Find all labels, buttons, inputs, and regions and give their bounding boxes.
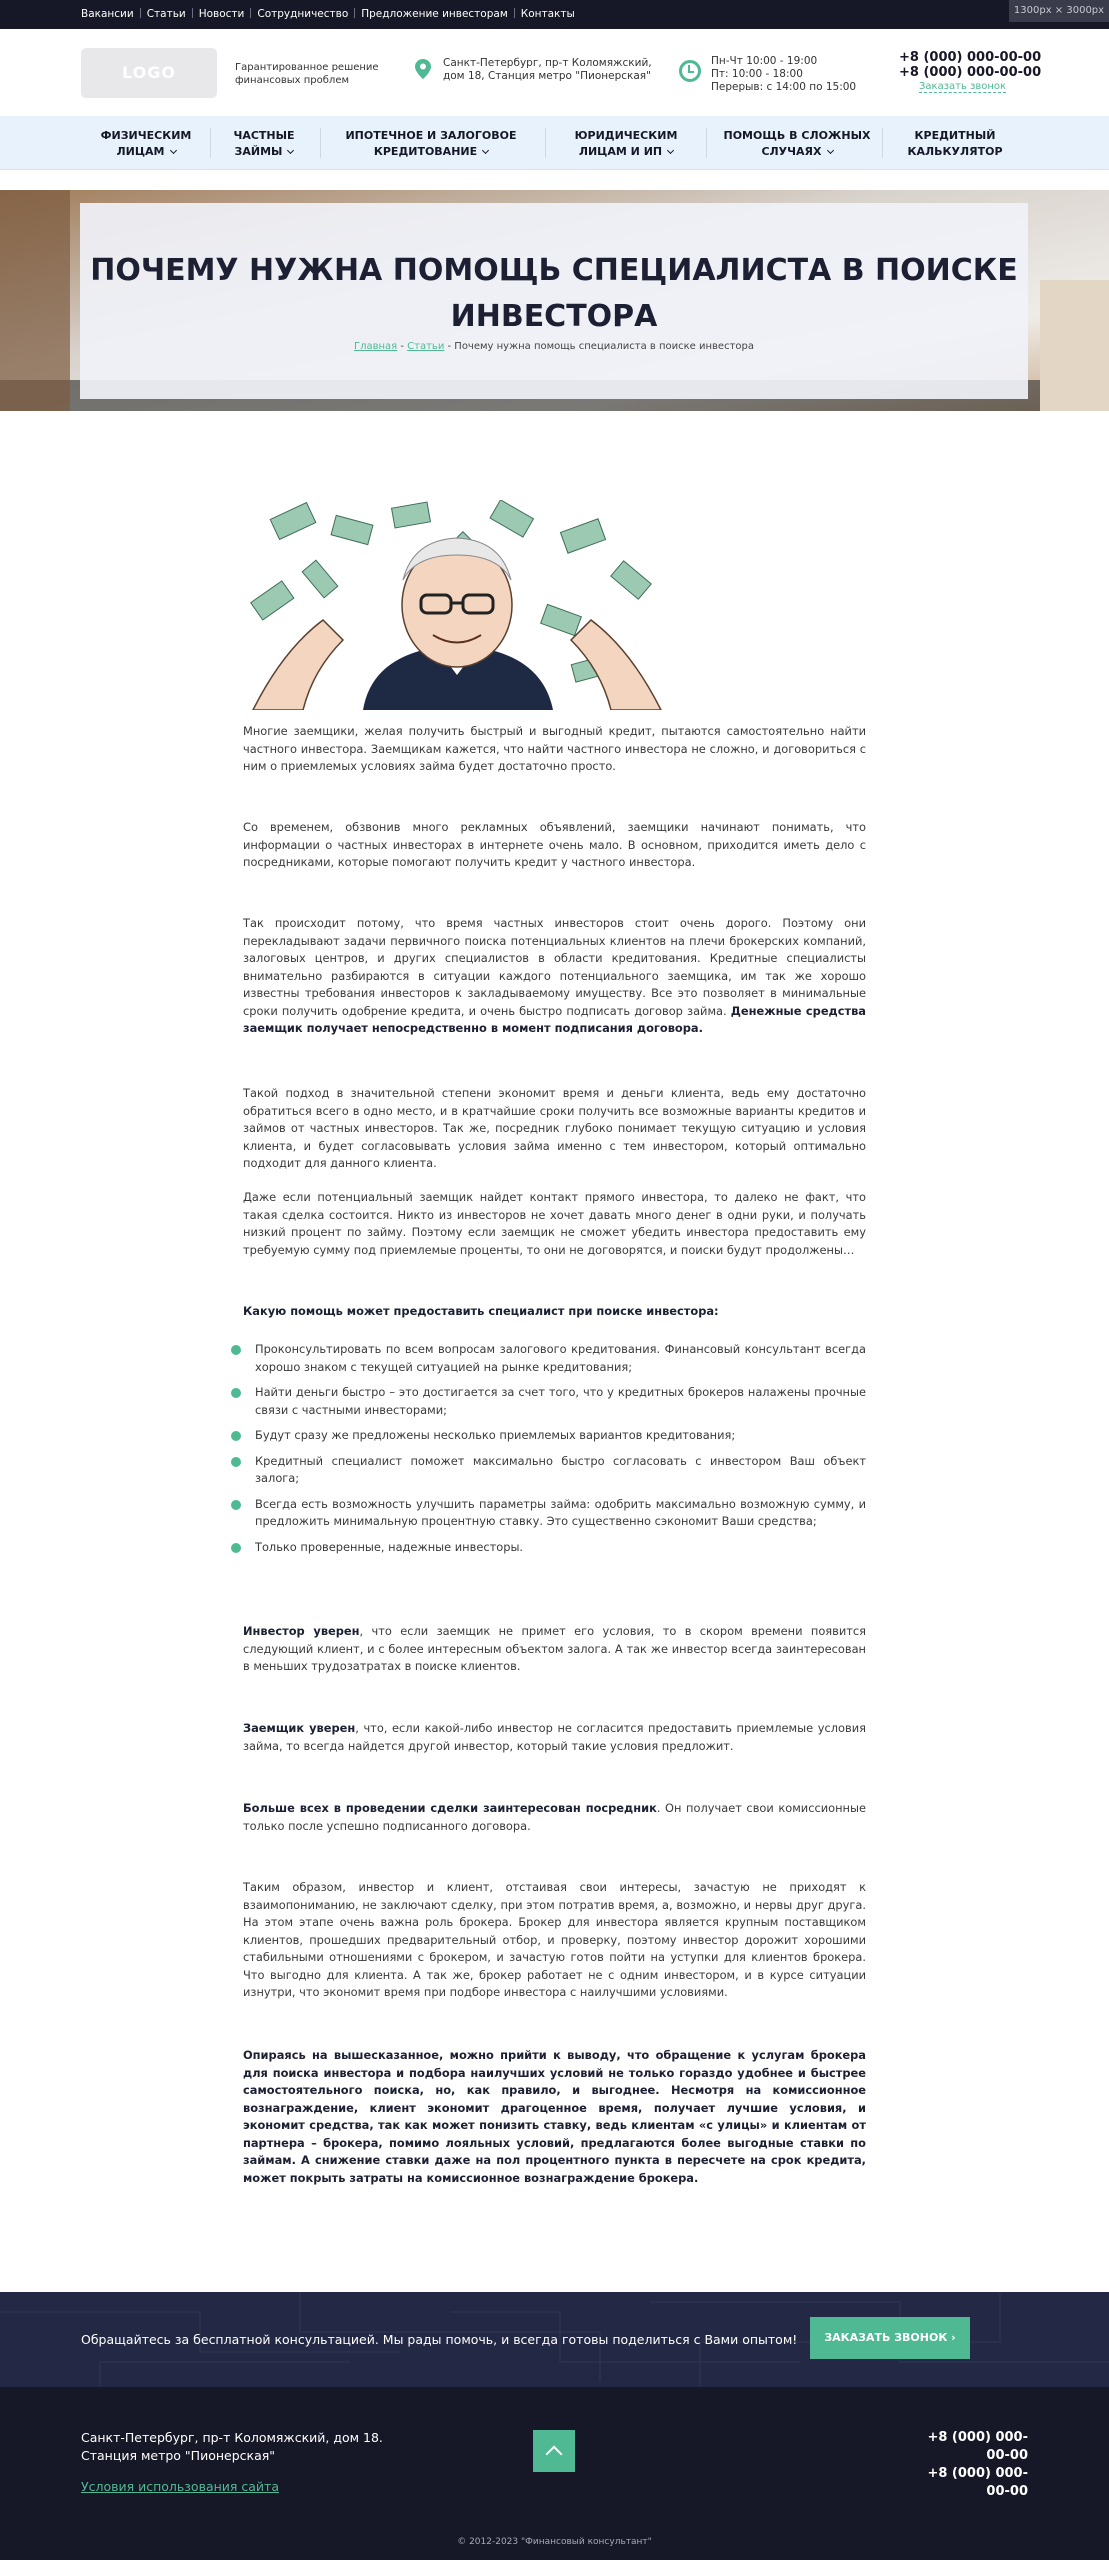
header-phones	[899, 50, 1041, 80]
chevron-down-icon	[287, 147, 294, 154]
page-title-line: ПОЧЕМУ НУЖНА ПОМОЩЬ СПЕЦИАЛИСТА В ПОИСКЕ	[90, 253, 1018, 288]
top-link-articles[interactable]: Статьи	[146, 8, 186, 20]
list-item: Проконсультировать по всем вопросам залогового кредитования. Финансовый консультант всегда хорошо знаком с текущей ситуацией на рынке кредитования;	[231, 1341, 866, 1376]
article-paragraph	[243, 1720, 866, 1755]
list-item: Будут сразу же предложены несколько приемлемых вариантов кредитования;	[231, 1427, 866, 1445]
footer-address	[81, 2429, 383, 2465]
list-item: Кредитный специалист поможет максимально быстро согласовать с инвестором Ваш объект залога;	[231, 1453, 866, 1488]
phone-link[interactable]: +8 (000) 000-00-00	[899, 65, 1042, 80]
top-links	[81, 8, 575, 20]
top-link-cooperation[interactable]: Сотрудничество	[257, 8, 349, 20]
consultation-banner	[0, 2292, 1109, 2387]
top-link-investors[interactable]: Предложение инвесторам	[361, 8, 508, 20]
breadcrumb-current: Почему нужна помощь специалиста в поиске инвестора	[454, 341, 754, 352]
nav-divider	[882, 128, 883, 158]
nav-item-label: ЧАСТНЫЕ	[233, 129, 295, 142]
logo[interactable]: LOGO	[81, 48, 217, 98]
clock-icon	[679, 60, 701, 82]
nav-item-private-loans[interactable]	[224, 128, 304, 160]
nav-divider	[706, 128, 707, 158]
help-list	[231, 1341, 866, 1564]
nav-item-legal-entities[interactable]	[566, 128, 686, 160]
article-paragraph: Такой подход в значительной степени экономит время и деньги клиента, ведь ему достаточно обратиться всего в одно место, и в кратчайшие сроки получить все возможные варианты кредитов и займов от частных инвесторов. Так же, посредник глубоко понимает текущую ситуацию и условия клиента, и будет согласовывать условия займа именно с тем инвестором, который оптимально подходит для данного клиента.	[243, 1086, 866, 1170]
nav-divider	[545, 128, 546, 158]
article-bold-text: Инвестор уверен	[243, 1624, 360, 1638]
nav-item-label: КАЛЬКУЛЯТОР	[907, 145, 1003, 158]
article-bold-text: Заемщик уверен	[243, 1721, 356, 1735]
callback-link[interactable]: Заказать звонок	[919, 81, 1007, 92]
article-bold-text: Опираясь на вышесказанное, можно прийти к выводу, что обращение к услугам брокера для поиска инвестора и подбора наилучших условий не только гораздо удобнее и быстрее самостоятельного поиска, но, как правило, и выгоднее. Несмотря на комиссионное вознаграждение, клиент экономит драгоценное время, получает лучшие условия, и экономит средства, так как может понизить ставку, ведь клиентам «с улицы» и клиентам от партнера – брокера, помимо лояльных условий, предлагаются более выгодные ставки по займам. А снижение ставки даже на пол процентного пункта в пересчете на срок кредита, может покрыть затраты на комиссионное вознаграждение брокера.	[243, 2048, 866, 2185]
terms-link[interactable]: Условия использования сайта	[81, 2479, 279, 2494]
nav-item-individuals[interactable]	[94, 128, 198, 160]
chevron-down-icon	[826, 147, 833, 154]
main-nav	[0, 116, 1109, 170]
chevron-down-icon	[482, 147, 489, 154]
header-address	[415, 57, 652, 83]
nav-divider	[210, 128, 211, 158]
hero-banner	[0, 190, 1109, 411]
article-bold-text: Денежные средства заемщик получает непосредственно в момент подписания договора.	[243, 1003, 866, 1035]
scroll-to-top-button[interactable]	[533, 2430, 575, 2472]
nav-item-label: ЮРИДИЧЕСКИМ	[574, 129, 678, 142]
top-link-divider	[354, 8, 355, 18]
breadcrumb-home[interactable]: Главная	[354, 341, 398, 352]
resolution-badge: 1300px × 3000px	[1009, 0, 1109, 22]
top-bar	[0, 0, 1109, 29]
nav-item-label: ФИЗИЧЕСКИМ	[100, 129, 192, 142]
list-item: Найти деньги быстро – это достигается за счет того, что у кредитных брокеров налажены прочные связи с частными инвесторами;	[231, 1384, 866, 1419]
site-header	[0, 29, 1109, 116]
phone-link[interactable]: +8 (000) 000-00-00	[899, 50, 1042, 65]
page-title	[80, 248, 1028, 340]
nav-item-mortgage[interactable]	[336, 128, 526, 160]
breadcrumb-separator: -	[444, 341, 455, 352]
chevron-down-icon	[169, 147, 176, 154]
article-paragraph: Многие заемщики, желая получить быстрый и выгодный кредит, пытаются самостоятельно найти частного инвестора. Заемщикам кажется, что найти частного инвестора не сложно, и договориться с ним о приемлемых условиях займа будет достаточно просто.	[243, 724, 866, 773]
footer-address-line: Станция метро "Пионерская"	[81, 2448, 275, 2463]
article-illustration	[243, 500, 671, 710]
page-title-line: ИНВЕСТОРА	[450, 299, 658, 334]
top-link-vacancies[interactable]: Вакансии	[81, 8, 134, 20]
article-conclusion	[243, 2047, 866, 2187]
top-link-news[interactable]: Новости	[198, 8, 245, 20]
nav-item-label: СЛУЧАЯХ	[761, 145, 822, 158]
order-call-button[interactable]: ЗАКАЗАТЬ ЗВОНОК ›	[810, 2317, 970, 2359]
article-bold-text: Больше всех в проведении сделки заинтересован посредник	[243, 1801, 657, 1815]
article-paragraph	[243, 1800, 866, 1835]
tagline: Гарантированное решение финансовых проблем	[235, 62, 379, 86]
nav-item-credit-calculator[interactable]	[900, 128, 1010, 160]
article-text: . Он получает свои комиссионные только после успешно подписанного договора.	[243, 1801, 867, 1833]
top-link-divider	[140, 8, 141, 18]
breadcrumb-separator: -	[397, 341, 408, 352]
article-paragraph	[243, 1623, 866, 1676]
top-link-divider	[250, 8, 251, 18]
location-pin-icon	[415, 59, 431, 79]
list-item: Только проверенные, надежные инвесторы.	[231, 1539, 866, 1557]
chevron-down-icon	[667, 147, 674, 154]
nav-item-label: ЛИЦАМ И ИП	[578, 145, 663, 158]
article-paragraph: Даже если потенциальный заемщик найдет контакт прямого инвестора, то далеко не факт, что такая сделка состоится. Никто из инвесторов не хочет давать много денег в одни руки, и получать низкий процент по займу. Поэтому если заемщик не сможет убедить инвестора предоставить ему требуемую сумму под приемлемые проценты, то они не договорятся, и поиски будут продолжены…	[243, 1190, 866, 1257]
top-link-divider	[192, 8, 193, 18]
nav-item-label: ПОМОЩЬ В СЛОЖНЫХ	[723, 129, 871, 142]
hours-line: Перерыв: с 14:00 по 15:00	[711, 81, 857, 93]
hours-line: Пт: 10:00 - 18:00	[711, 68, 803, 80]
top-link-contacts[interactable]: Контакты	[520, 8, 575, 20]
nav-divider	[320, 128, 321, 158]
article-paragraph: Со временем, обзвонив много рекламных объявлений, заемщики начинают понимать, что информации о частных инвесторах в интернете очень мало. В основном, приходится иметь дело с посредниками, которые помогают получить кредит у частного инвестора.	[243, 820, 866, 869]
address-line: дом 18, Станция метро "Пионерская"	[443, 70, 651, 82]
nav-item-label: КРЕДИТОВАНИЕ	[373, 145, 478, 158]
address-line: Санкт-Петербург, пр-т Коломяжский,	[443, 57, 652, 69]
breadcrumb-articles[interactable]: Статьи	[407, 341, 445, 352]
footer-address-line: Санкт-Петербург, пр-т Коломяжский, дом 18.	[81, 2430, 383, 2445]
article-paragraph: Таким образом, инвестор и клиент, отстаивая свои интересы, зачастую не приходят к взаимопониманию, не заключают сделку, при этом потратив время, а, возможно, и нервы друг друга. На этом этапе очень важна роль брокера. Брокер для инвестора является крупным поставщиком клиентов, прошедших предварительный отбор, и проверку, поэтому инвестор дорожит хорошими стабильными отношениями с брокером, и зачастую готов пойти на уступки для клиентов брокера. Что выгодно для клиента. А так же, брокер работает не с одним инвестором, и в курсе ситуации изнутри, что экономит время при подборе инвестора с наилучшими условиями.	[243, 1880, 866, 1999]
nav-item-label: ЛИЦАМ	[116, 145, 165, 158]
article-text: , что, если какой-либо инвестор не согласится предоставить приемлемые условия займа, то всегда найдется другой инвестор, который такие условия предложит.	[243, 1721, 866, 1753]
article-text: , что если заемщик не примет его условия, то в скором времени появится следующий клиент, и с более интересным объектом залога. А так же инвестор всегда заинтересован в меньших трудозатратах в поиске клиентов.	[243, 1624, 867, 1673]
site-footer	[0, 2387, 1109, 2560]
article-paragraph	[243, 915, 866, 1038]
nav-item-label: КРЕДИТНЫЙ	[914, 129, 996, 142]
top-link-divider	[514, 8, 515, 18]
phone-link[interactable]: +8 (000) 000-00-00	[927, 2466, 1028, 2499]
article-text: Так происходит потому, что время частных инвесторов стоит очень дорого. Поэтому они перекладывают задачи первичного поиска потенциальных клиентов на плечи брокерских компаний, залоговых центров, и других специалистов в области кредитования. Кредитные специалисты внимательно разбираются в ситуации каждого потенциального заемщика, им так же хорошо известны требования инвесторов к закладываемому имуществу. Все это позволяет в минимальные сроки получить одобрение кредита, и очень быстро подписать договор займа.	[243, 916, 866, 1018]
copyright: © 2012-2023 "Финансовый консультант"	[457, 2537, 652, 2547]
phone-link[interactable]: +8 (000) 000-00-00	[927, 2430, 1028, 2463]
list-heading	[243, 1303, 866, 1321]
list-heading-text: Какую помощь может предоставить специалист при поиске инвестора:	[243, 1304, 719, 1318]
consultation-text: Обращайтесь за бесплатной консультацией. Мы рады помочь, и всегда готовы поделиться с Вами опытом!	[81, 2332, 798, 2347]
working-hours	[679, 55, 856, 94]
footer-phones	[908, 2429, 1028, 2501]
nav-item-label: ЗАЙМЫ	[234, 145, 283, 158]
nav-item-label: ИПОТЕЧНОЕ И ЗАЛОГОВОЕ	[345, 129, 517, 142]
breadcrumb	[80, 341, 1028, 352]
nav-item-difficult-cases[interactable]	[722, 128, 872, 160]
hours-line: Пн-Чт 10:00 - 19:00	[711, 55, 818, 67]
list-item: Всегда есть возможность улучшить параметры займа: одобрить максимально возможную сумму, и предложить минимальную процентную ставку. Это существенно сэкономит Ваши средства;	[231, 1496, 866, 1531]
